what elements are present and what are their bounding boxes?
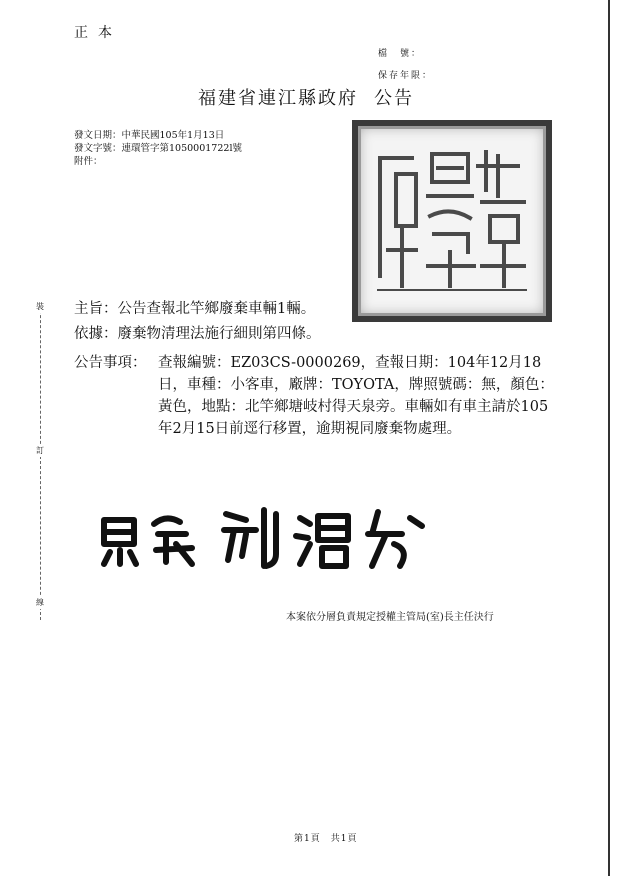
- subject-line: 主旨：公告查報北竿鄉廢棄車輛1輛。: [74, 301, 316, 317]
- issue-date: 發文日期：中華民國105年1月13日: [74, 130, 225, 141]
- agency-name: 福建省連江縣政府: [198, 88, 358, 109]
- legal-basis-line: 依據：廢棄物清理法施行細則第四條。: [74, 326, 321, 342]
- seal-script-icon: [358, 126, 546, 316]
- announcement-matters-label: 公告事項：: [74, 355, 147, 371]
- page-edge: [608, 0, 610, 876]
- issue-number: 發文字號：連環管字第1050001722l號: [74, 143, 242, 154]
- copy-label: 正本: [74, 25, 122, 41]
- announcement-matters-text: 查報編號：EZ03CS-0000269，查報日期：104年12月18日，車種：小客車，廠牌：TOYOTA，牌照號碼：無，顏色：黃色，地點：北竿鄉塘岐村得天泉旁。車輛如有車主請於105年2月15日前逕行移置，逾期視同廢棄物處理。: [158, 355, 554, 437]
- binding-line: [40, 300, 41, 620]
- attachment-label: 附件：: [74, 156, 103, 167]
- document-type: 公告: [374, 88, 414, 109]
- binding-mark: 線: [36, 598, 44, 607]
- binding-mark: 裝: [36, 302, 44, 311]
- binding-mark: 訂: [36, 446, 44, 455]
- page-number: 第1頁 共1頁: [294, 834, 358, 844]
- file-number-label: 檔 號：: [378, 49, 423, 59]
- magistrate-signature: [96, 504, 426, 578]
- retention-period-label: 保存年限：: [378, 71, 434, 81]
- delegation-note: 本案依分層負責規定授權主管局(室)長主任決行: [286, 612, 494, 623]
- document-title: [198, 84, 414, 110]
- signature-seal-icon: [96, 504, 426, 574]
- official-seal: [352, 120, 552, 322]
